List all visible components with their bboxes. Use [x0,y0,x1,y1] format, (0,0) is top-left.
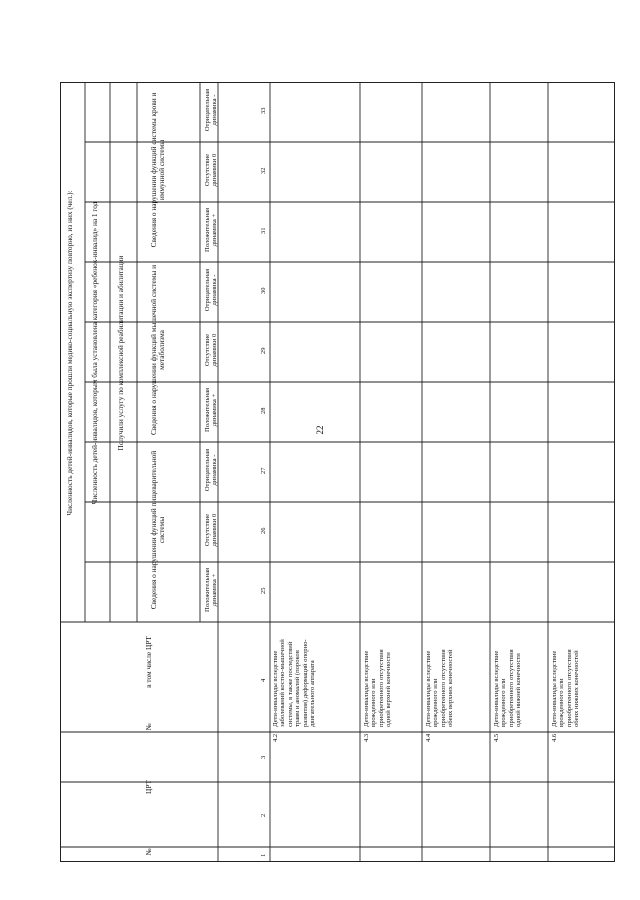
colnum-26: 26 [260,527,267,534]
row-no: 4.2 [272,733,279,742]
header-rehab-period: Численность детей-инвалидов, которым была установлена категория «ребенок-инвалид» на 1 год [90,201,99,505]
col-no2-header: № [144,723,153,731]
dyn-neg-2: Отрицательная динамика - [204,268,219,312]
colnum-27: 27 [260,467,267,474]
colnum-25: 25 [260,587,267,594]
row-text: Дети-инвалиды вследствие врожденного или приобретенного отсутствия одной верхней конечности [363,649,393,727]
colnum-32: 32 [260,167,267,174]
col-crt-header: ЦРТ [144,780,153,794]
dyn-none-3: Отсутствие динамики 0 [204,153,219,187]
row-no: 4.4 [425,733,432,742]
dyn-none-1: Отсутствие динамики 0 [204,513,219,547]
row-text: Дети-инвалиды вследствие врожденного или приобретенного отсутствия обеих верхних конечностей [425,649,455,727]
col-no-header: № [144,848,153,856]
table-grid [60,82,615,862]
dyn-pos-3: Положительная динамика + [204,207,219,253]
row-no: 4.3 [363,733,370,742]
header-total: Численность детей-инвалидов, которые прошли медико-социальную экспертизу повторно, из них (чел.): [65,190,74,516]
dyn-neg-3: Отрицательная динамика - [204,88,219,132]
page-number: 22 [315,425,325,435]
colnum-1: 1 [260,853,267,857]
row-text: Дети-инвалиды вследствие заболеваний костно-мышечной системы, в также последствий травм и аномалий (пороков развития) деформаций опорно-двигательного аппарата [272,639,317,727]
row-text: Дети-инвалиды вследствие врожденного или приобретенного отсутствия одной нижней конечности [493,649,523,727]
row-text: Дети-инвалиды вследствие врожденного или приобретенного отсутствия обеих нижних конечностей [551,649,581,727]
dyn-pos-2: Положительная динамика + [204,387,219,433]
colnum-3: 3 [260,755,267,759]
col-incl-header: в том числе ЦРТ [144,636,153,688]
row-no: 4.6 [551,733,558,742]
colnum-28: 28 [260,407,267,414]
colnum-29: 29 [260,347,267,354]
group-muscle: Сведения о нарушении функций мышечной системы и метаболизма [149,265,167,435]
colnum-31: 31 [260,227,267,234]
group-blood: Сведения о нарушении функций системы крови и иммунной системы [149,92,167,248]
group-digestive: Сведения о нарушении функций пищеварительной системы [149,450,167,610]
dyn-none-2: Отсутствие динамики 0 [204,333,219,367]
colnum-2: 2 [260,813,267,817]
dyn-pos-1: Положительная динамика + [204,567,219,613]
colnum-30: 30 [260,287,267,294]
data-table [60,82,615,862]
header-service: Получили услугу по комплексной реабилитации и абилитации [116,255,125,451]
colnum-4: 4 [260,678,267,682]
dyn-neg-1: Отрицательная динамика - [204,448,219,492]
row-no: 4.5 [493,733,500,742]
colnum-33: 33 [260,107,267,114]
